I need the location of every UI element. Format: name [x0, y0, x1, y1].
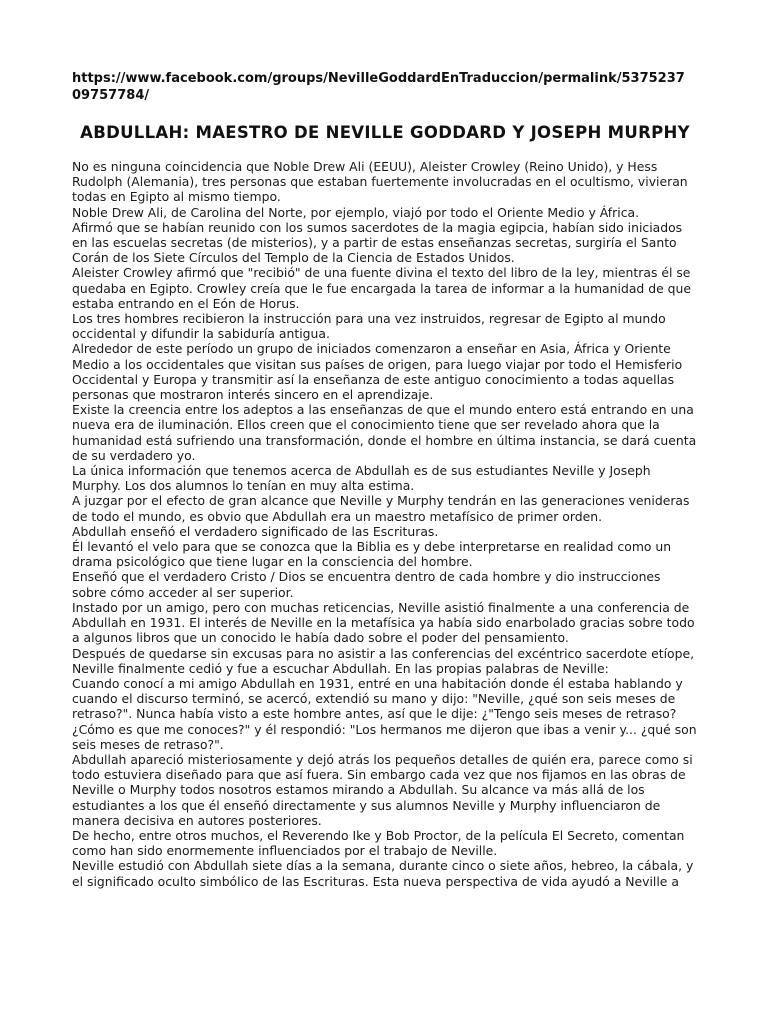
source-url: https://www.facebook.com/groups/NevilleGoddardEnTraduccion/permalink/5375237 09757784/: [72, 71, 685, 103]
paragraph: Afirmó que se habían reunido con los sumos sacerdotes de la magia egipcia, habían sido iniciados en las escuelas secretas (de misterios), y a partir de estas enseñanzas secretas, surgiría el Santo Corán de los Siete Círculos del Templo de la Ciencia de Estados Unidos.: [72, 219, 683, 266]
paragraph: Cuando conocí a mi amigo Abdullah en 1931, entré en una habitación donde él estaba hablando y cuando el discurso terminó, se acercó, extendió su mano y dijo: "Neville, ¿qué son seis meses de retraso?". Nunca había visto a este hombre antes, así que le dije: ¿"Tengo seis meses de retraso? ¿Cómo es que me conoces?" y él respondió: "Los hermanos me dijeron que ibas a venir y... ¿qué son seis meses de retraso?".: [72, 675, 697, 752]
paragraph: Noble Drew Ali, de Carolina del Norte, por ejemplo, viajó por todo el Oriente Medio y África.: [72, 204, 640, 220]
paragraph: La única información que tenemos acerca de Abdullah es de sus estudiantes Neville y Joseph Murphy. Los dos alumnos lo tenían en muy alta estima.: [72, 463, 651, 494]
paragraph: Abdullah enseñó el verdadero significado de las Escrituras.: [72, 523, 439, 539]
paragraph: Instado por un amigo, pero con muchas reticencias, Neville asistió finalmente a una conferencia de Abdullah en 1931. El interés de Neville en la metafísica ya había sido enarbolado gracias sobre todo a algunos libros que un conocido le había dado sobre el poder del pensamiento.: [72, 599, 695, 646]
document-body: [72, 159, 698, 889]
document-title: ABDULLAH: MAESTRO DE NEVILLE GODDARD Y JOSEPH MURPHY: [80, 123, 690, 142]
paragraph: Alrededor de este período un grupo de iniciados comenzaron a enseñar en Asia, África y Oriente Medio a los occidentales que visitan sus países de origen, para luego viajar por todo el Hemisferio Occidental y Europa y transmitir así la enseñanza de este antiguo conocimiento a todas aquellas personas que mostraron interés sincero en el aprendizaje.: [72, 341, 683, 403]
paragraph: A juzgar por el efecto de gran alcance que Neville y Murphy tendrán en las generaciones venideras de todo el mundo, es obvio que Abdullah era un maestro metafísico de primer orden.: [72, 493, 690, 524]
document-page: [72, 70, 698, 889]
paragraph: Neville estudió con Abdullah siete días a la semana, durante cinco o siete años, hebreo, la cábala, y el significado oculto simbólico de las Escrituras. Esta nueva perspectiva de vida ayudó a Neville a: [72, 858, 694, 889]
paragraph: Existe la creencia entre los adeptos a las enseñanzas de que el mundo entero está entrando en una nueva era de iluminación. Ellos creen que el conocimiento tiene que ser revelado ahora que la humanidad está sufriendo una transformación, donde el hombre en última instancia, se dará cuenta de su verdadero yo.: [72, 402, 697, 463]
paragraph: Él levantó el velo para que se conozca que la Biblia es y debe interpretarse en realidad como un drama psicológico que tiene lugar en la consciencia del hombre.: [72, 539, 672, 570]
paragraph: Enseñó que el verdadero Cristo / Dios se encuentra dentro de cada hombre y dio instrucciones sobre cómo acceder al ser superior.: [72, 569, 661, 600]
paragraph: No es ninguna coincidencia que Noble Drew Ali (EEUU), Aleister Crowley (Reino Unido), y Hess Rudolph (Alemania), tres personas que estaban fuertemente involucradas en el ocultismo, vivieran todas en Egipto al mismo tiempo.: [72, 159, 688, 205]
paragraph: Después de quedarse sin excusas para no asistir a las conferencias del excéntrico sacerdote etíope, Neville finalmente cedió y fue a escuchar Abdullah. En las propias palabras de Neville:: [72, 645, 695, 676]
paragraph: Los tres hombres recibieron la instrucción para una vez instruidos, regresar de Egipto al mundo occidental y difundir la sabiduría antigua.: [72, 311, 666, 342]
paragraph: De hecho, entre otros muchos, el Reverendo Ike y Bob Proctor, de la película El Secreto, comentan como han sido enormemente influenciados por el trabajo de Neville.: [72, 827, 685, 859]
paragraph: Abdullah apareció misteriosamente y dejó atrás los pequeños detalles de quién era, parece como si todo estuviera diseñado para que así fuera. Sin embargo cada vez que nos fijamos en las obras de Neville o Murphy todos nosotros estamos mirando a Abdullah. Su alcance va más allá de los estudiantes a los que él enseñó directamente y sus alumnos Neville y Murphy influenciaron de manera decisiva en autores posteriores.: [72, 751, 693, 828]
paragraph: Aleister Crowley afirmó que "recibió" de una fuente divina el texto del libro de la ley, mientras él se quedaba en Egipto. Crowley creía que le fue encargada la tarea de informar a la humanidad de que estaba entrando en el Eón de Horus.: [72, 265, 691, 311]
